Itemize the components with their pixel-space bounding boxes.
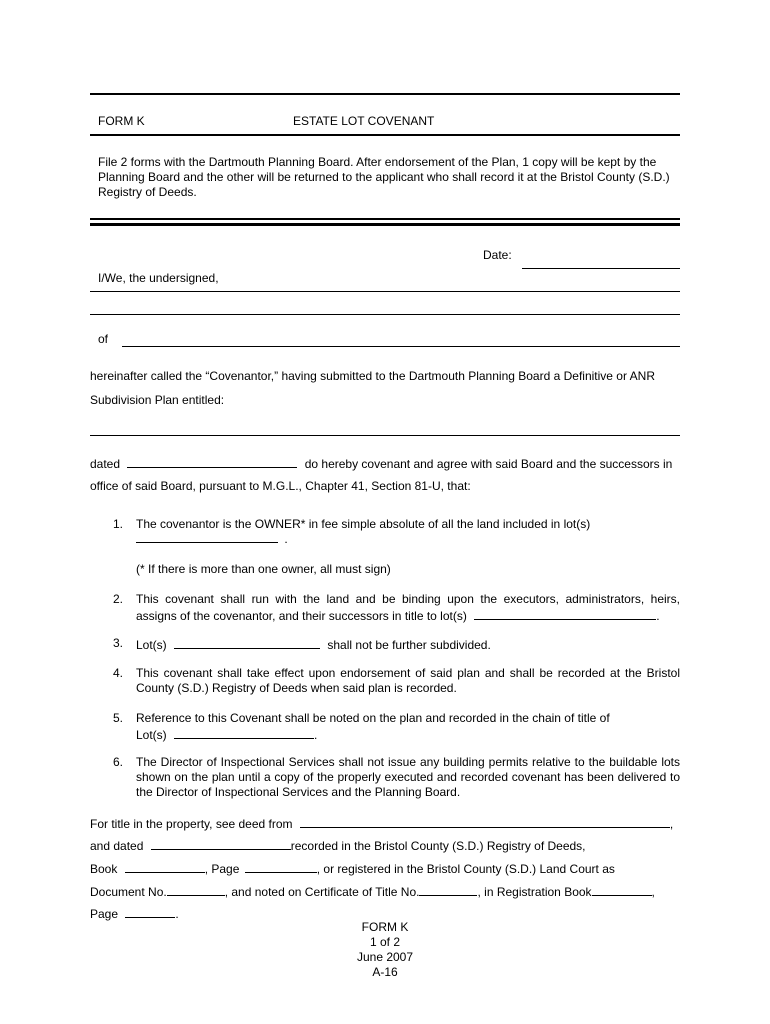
item-1-number: 1. [113, 517, 124, 531]
item-5-lots-field[interactable] [174, 726, 314, 739]
item-3-suffix: shall not be further subdivided. [327, 638, 491, 652]
registration-field[interactable] [592, 883, 652, 896]
page2-label: Page [90, 907, 119, 921]
dated-line [90, 455, 672, 471]
of-label: of [98, 332, 109, 346]
undersigned-label: I/We, the undersigned, [98, 271, 219, 285]
document-line [90, 883, 655, 899]
item-2-line-2 [136, 607, 660, 623]
undersigned-field-2[interactable] [90, 314, 680, 315]
deed-from-line [90, 815, 673, 831]
dated-field[interactable] [127, 455, 297, 468]
of-address-field[interactable] [122, 346, 680, 347]
item-4-text: This covenant shall take effect upon endorsement of said plan and shall be recorded at the Bristol County (S.D.) Registry of Deeds when said plan is recorded. [136, 666, 680, 695]
header-rule [90, 134, 680, 136]
page-label: , Page [204, 862, 240, 876]
footer-form: FORM K [361, 920, 409, 934]
double-rule-top [90, 218, 680, 220]
item-2-text: assigns of the covenantor, and their successors in title to lot(s) [136, 609, 467, 623]
covenantor-line-1: hereinafter called the “Covenantor,” having submitted to the Dartmouth Planning Board a Definitive or ANR [90, 369, 655, 383]
registration-tail: , [651, 885, 655, 899]
deed-from-tail: , [669, 817, 674, 831]
page2-tail: . [175, 907, 179, 921]
item-1-lots-field[interactable] [136, 530, 278, 543]
covenantor-line-2: Subdivision Plan entitled: [90, 393, 225, 407]
undersigned-field[interactable] [90, 291, 680, 292]
footer-date: June 2007 [356, 950, 414, 964]
footer-page: 1 of 2 [369, 935, 401, 949]
double-rule-bottom [90, 223, 680, 226]
item-2-lots-field[interactable] [474, 607, 656, 620]
form-label: FORM K [98, 114, 145, 128]
item-3-prefix: Lot(s) [136, 638, 167, 652]
date-field[interactable] [522, 268, 680, 269]
item-3-lots-field[interactable] [174, 636, 320, 649]
deed-recorded-text: recorded in the Bristol County (S.D.) Registry of Deeds, [290, 839, 586, 853]
item-3-line [136, 636, 491, 652]
date-label: Date: [483, 248, 512, 262]
item-1-text: The covenantor is the OWNER* in fee simple absolute of all the land included in lot(s) [136, 517, 591, 531]
certificate-text: , and noted on Certificate of Title No. [224, 885, 420, 899]
deed-dated-field[interactable] [151, 837, 291, 850]
book-field[interactable] [125, 860, 205, 873]
top-rule [90, 93, 680, 95]
owner-note: (* If there is more than one owner, all must sign) [136, 562, 391, 576]
item-6-text: The Director of Inspectional Services shall not issue any building permits relative to the buildable lots shown on the plan until a copy of the properly executed and recorded covenant has been delivered to the Director of Inspectional Services and the Planning Board. [136, 755, 680, 799]
footer-code: A-16 [372, 965, 398, 979]
book-page-line [90, 860, 615, 876]
item-4-number: 4. [113, 666, 124, 680]
registration-text: , in Registration Book [477, 885, 592, 899]
item-5-text: Lot(s) [136, 728, 167, 742]
item-2-line-1: This covenant shall run with the land and be binding upon the executors, administrators, heirs, [136, 592, 680, 606]
page-field[interactable] [245, 860, 317, 873]
certificate-field[interactable] [419, 883, 477, 896]
dated-rest: do hereby covenant and agree with said Board and the successors in [304, 457, 673, 471]
deed-from-field[interactable] [300, 815, 670, 828]
item-2-number: 2. [113, 592, 124, 606]
book-label: Book [90, 862, 118, 876]
dated-label: dated [90, 457, 121, 471]
plan-title-field[interactable] [90, 435, 680, 436]
document-label: Document No. [90, 885, 167, 899]
item-5-number: 5. [113, 711, 124, 725]
deed-dated-line [90, 837, 586, 853]
item-2-tail: . [656, 609, 660, 623]
item-1-tail: . [284, 532, 288, 546]
page-title: ESTATE LOT COVENANT [293, 114, 435, 128]
deed-from-label: For title in the property, see deed from [90, 817, 293, 831]
instructions-text: File 2 forms with the Dartmouth Planning Board. After endorsement of the Plan, 1 copy will be kept by the Planning Board and the other will be returned to the applicant who shall record it at the Bristol County (S.D.) Registry of Deeds. [98, 155, 670, 199]
item-5-tail: . [314, 728, 318, 742]
footer [300, 920, 470, 980]
page-line [90, 905, 179, 921]
item-5-line-2 [136, 726, 317, 742]
deed-dated-label: and dated [90, 839, 144, 853]
item-5-line-1: Reference to this Covenant shall be noted on the plan and recorded in the chain of title of [136, 711, 610, 725]
document-field[interactable] [167, 883, 225, 896]
page2-field[interactable] [125, 905, 175, 918]
item-3-number: 3. [113, 636, 124, 650]
item-1-lots [136, 530, 288, 546]
item-6-number: 6. [113, 755, 124, 769]
registered-text: , or registered in the Bristol County (S.D.) Land Court as [316, 862, 615, 876]
office-line: office of said Board, pursuant to M.G.L., Chapter 41, Section 81-U, that: [90, 479, 471, 493]
